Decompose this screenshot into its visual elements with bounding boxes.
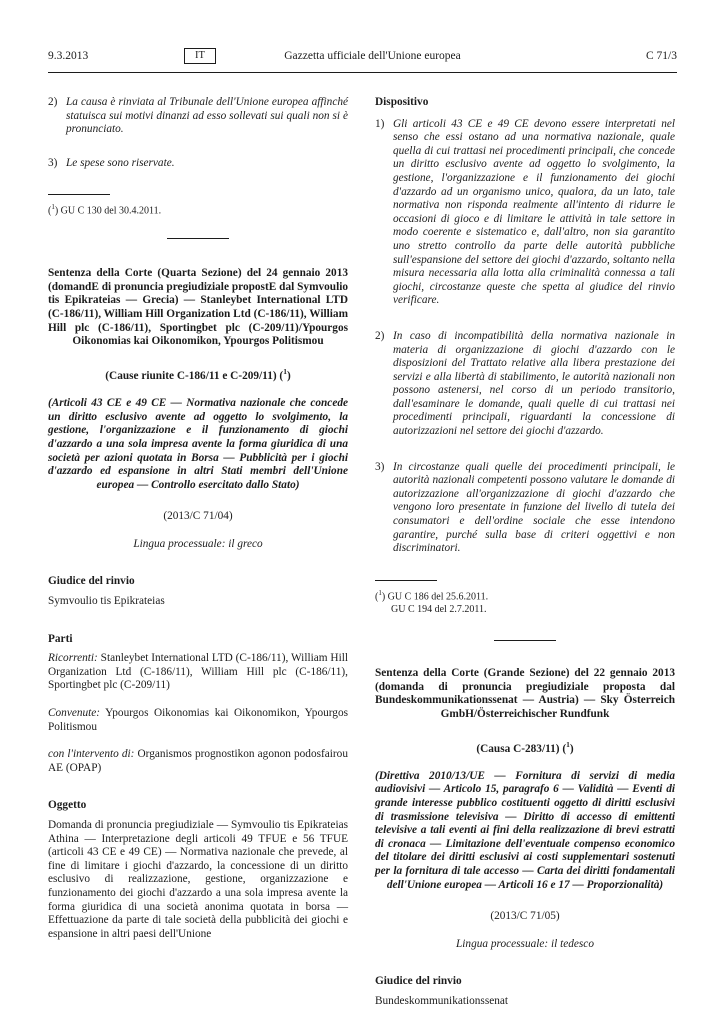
joined-cases-ref: 1 bbox=[283, 366, 287, 376]
ricorrenti bbox=[48, 652, 348, 693]
case-number-ref: 1 bbox=[566, 739, 570, 749]
footnote-mark: 1 bbox=[378, 588, 382, 597]
item-text: In caso di incompatibilità della normativa nazionale in materia di organizzazione di giochi d'azzardo con le disposizioni del Trattato relative alla libera prestazione dei servizi e alla libertà di stabilimento, le autorità nazionali non possono astenersi, nel corso di un periodo transitorio, dall'esaminare le domande, quali quelle di cui trattasi nei procedimenti principali, riguardanti la concessione di autorizzazioni nel settore dei giochi d'azzardo. bbox=[393, 329, 675, 438]
dispositivo-item-3 bbox=[375, 461, 675, 556]
journal-title: Gazzetta ufficiale dell'Unione europea bbox=[284, 50, 461, 62]
convenute bbox=[48, 707, 348, 734]
header-date: 9.3.2013 bbox=[48, 50, 89, 62]
left-column bbox=[48, 96, 348, 941]
joined-cases-text: (Cause riunite C-186/11 e C-209/11) bbox=[105, 369, 277, 382]
item-number: 2) bbox=[48, 96, 58, 108]
footnote-text: ) GU C 130 del 30.4.2011. bbox=[54, 205, 162, 217]
item-text: La causa è rinviata al Tribunale dell'Unione europea affinché statuisca sui motivi dinanzi ad esso sollevati sui quali non si è pronunciato. bbox=[66, 96, 348, 136]
section-divider bbox=[167, 238, 229, 239]
intervento-text: Organismos prognostikon agonon podosfairou AE (OPAP) bbox=[48, 748, 348, 774]
ricorrenti-label: Ricorrenti: bbox=[48, 652, 98, 665]
dispositivo-item-2 bbox=[375, 330, 675, 439]
footnote-line-1: ($^1$) GU C 186 del 25.6.2011. bbox=[375, 588, 489, 603]
case-number-text: (Causa C-283/11) bbox=[476, 742, 560, 755]
oggetto-text: Domanda di pronuncia pregiudiziale — Symvoulio tis Epikrateias Athina — Interpretazione degli articoli 49 TFUE e 56 TFUE (articoli 43 CE e 49 CE) — Normativa nazionale che prevede, al fine di limitare i giochi d'azzardo, la concessione di un diritto esclusivo di realizzazione, gestione, organizzazione e funzionamento dei giochi d'azzardo a una sola impresa avente la forma giuridica di una società anonima quotata in borsa — Effettuazione da parte di tale società della pubblicità dei giochi e espansione in altri paesi dell'Unione bbox=[48, 819, 348, 940]
language-box: IT bbox=[184, 48, 216, 64]
case-title: Sentenza della Corte (Grande Sezione) del 22 gennaio 2013 (domanda di pronuncia pregiudiziale proposta dal Bundeskommunikationssenat — Austria) — Sky Österreich GmbH/Österreichischer Rundfunk bbox=[375, 667, 675, 720]
item-number: 1) bbox=[375, 117, 385, 130]
item-text: Gli articoli 43 CE e 49 CE devono essere interpretati nel senso che essi ostano ad una normativa nazionale, quale quella di cui trattasi nei procedimenti principali, che concede un diritto esclusivo avente ad oggetto lo svolgimento, la gestione, l'organizzazione e il funzionamento dei giochi d'azzardo ad un organismo unico, qualora, da un lato, tale normativa non risponda realmente all'intento di ridurre le occasioni di gioco e di limitare le attività in tale settore in modo coerente e sistematico e, dall'altro, non sia garantito uno stretto controllo da parte delle autorità pubbliche sull'espansione del settore dei giochi d'azzardo, soltanto nella misura necessaria alla lotta alla criminalità connessa a tali giochi, circostanze queste che spetta al giudice del rinvio verificare. bbox=[393, 117, 675, 307]
dispositivo-heading: Dispositivo bbox=[375, 96, 429, 108]
giudice-heading: Giudice del rinvio bbox=[375, 975, 462, 988]
ricorrenti-text: Stanleybet International LTD (C-186/11), William Hill Organization Ltd (C-186/11), William Hill plc (C-186/11), Sportingbet plc (C-209/11) bbox=[48, 652, 348, 692]
convenute-text: Ypourgos Oikonomias kai Oikonomikon, Ypourgos Politismou bbox=[48, 707, 348, 733]
page-number: C 71/3 bbox=[646, 50, 677, 62]
case-title: Sentenza della Corte (Quarta Sezione) del 24 gennaio 2013 (domandE di pronuncia pregiudiziale propostE dal Symvoulio tis Epikrateias — Grecia) — Stanleybet International LTD (C-186/11), William Hill Organization Ltd (C-186/11), William Hill plc (C-186/11), Sportingbet plc (C-209/11)/Ypourgos Oikonomias kai Oikonomikon, Ypourgos Politismou bbox=[48, 267, 348, 348]
page-header bbox=[48, 48, 677, 68]
item-number: 3) bbox=[48, 156, 58, 169]
giudice-text: Symvoulio tis Epikrateias bbox=[48, 595, 165, 608]
right-column bbox=[375, 96, 675, 1009]
case-subject: (Direttiva 2010/13/UE — Fornitura di servizi di media audiovisivi — Articolo 15, paragrafo 6 — Validità — Eventi di grande interesse pubblico costituenti oggetto di diritti esclusivi di trasmissione televisiva — Diritto di accesso di emittenti televisive a tali eventi ai fini della realizzazione di brevi estratti di cronaca — Limitazione dell'eventuale compenso economico del titolare dei diritti esclusivi ai costi supplementari sostenuti per la fornitura di tale accesso — Carta dei diritti fondamentali dell'Unione europea — Articoli 16 e 17 — Proporzionalità) bbox=[375, 769, 675, 891]
item-text: Le spese sono riservate. bbox=[66, 156, 175, 169]
footnote-mark: 1 bbox=[51, 203, 55, 212]
header-rule bbox=[48, 72, 677, 73]
footnote-rule bbox=[48, 194, 110, 195]
footnote bbox=[375, 587, 675, 616]
item-text: In circostanze quali quelle dei procedimenti principali, le autorità nazionali competenti possono valutare le domande di autorizzazione all'organizzazione di giochi d'azzardo che vengono loro presentate in funzione del livello di tutela dei consumatori e dell'ordine sociale che esse intendono garantire, purché sulla base di criteri oggettivi e non discriminatori. bbox=[393, 460, 675, 555]
oggetto-heading: Oggetto bbox=[48, 799, 87, 812]
joined-cases: (Cause riunite C-186/11 e C-209/11) ($^1$) bbox=[105, 366, 291, 382]
case-language: Lingua processuale: il greco bbox=[133, 537, 263, 550]
case-subject: (Articoli 43 CE e 49 CE — Normativa nazionale che concede un diritto esclusivo avente ad oggetto lo svolgimento, la gestione, l'organizzazione e il funzionamento di giochi d'azzardo a una sola impresa avente la forma giuridica di una società per azioni quotata in Borsa — Pubblicità per i giochi d'azzardo ed espansione in altri Stati membri dell'Unione europea — Controllo esercitato dallo Stato) bbox=[48, 397, 348, 491]
intervento-label: con l'intervento di: bbox=[48, 748, 135, 761]
item-number: 3) bbox=[375, 460, 385, 473]
case-number: (Causa C-283/11) ($^1$) bbox=[476, 739, 574, 755]
intervento bbox=[48, 748, 348, 775]
parti-heading: Parti bbox=[48, 632, 73, 645]
giudice-text: Bundeskommunikationssenat bbox=[375, 995, 509, 1007]
footnote: ($^1$) GU C 130 del 30.4.2011. bbox=[48, 203, 162, 217]
ruling-item-3 bbox=[48, 157, 348, 171]
section-divider bbox=[494, 640, 556, 641]
case-reference: (2013/C 71/05) bbox=[490, 910, 560, 923]
item-number: 2) bbox=[375, 329, 385, 342]
case-language: Lingua processuale: il tedesco bbox=[456, 937, 594, 950]
footnote-text-1: ) GU C 186 del 25.6.2011. bbox=[381, 591, 489, 603]
dispositivo-item-1 bbox=[375, 118, 675, 308]
convenute-label: Convenute: bbox=[48, 707, 101, 720]
footnote-rule bbox=[375, 580, 437, 581]
giudice-heading: Giudice del rinvio bbox=[48, 575, 135, 588]
case-reference: (2013/C 71/04) bbox=[163, 510, 233, 523]
ruling-item-2 bbox=[48, 96, 348, 137]
footnote-line-2: GU C 194 del 2.7.2011. bbox=[391, 603, 487, 615]
